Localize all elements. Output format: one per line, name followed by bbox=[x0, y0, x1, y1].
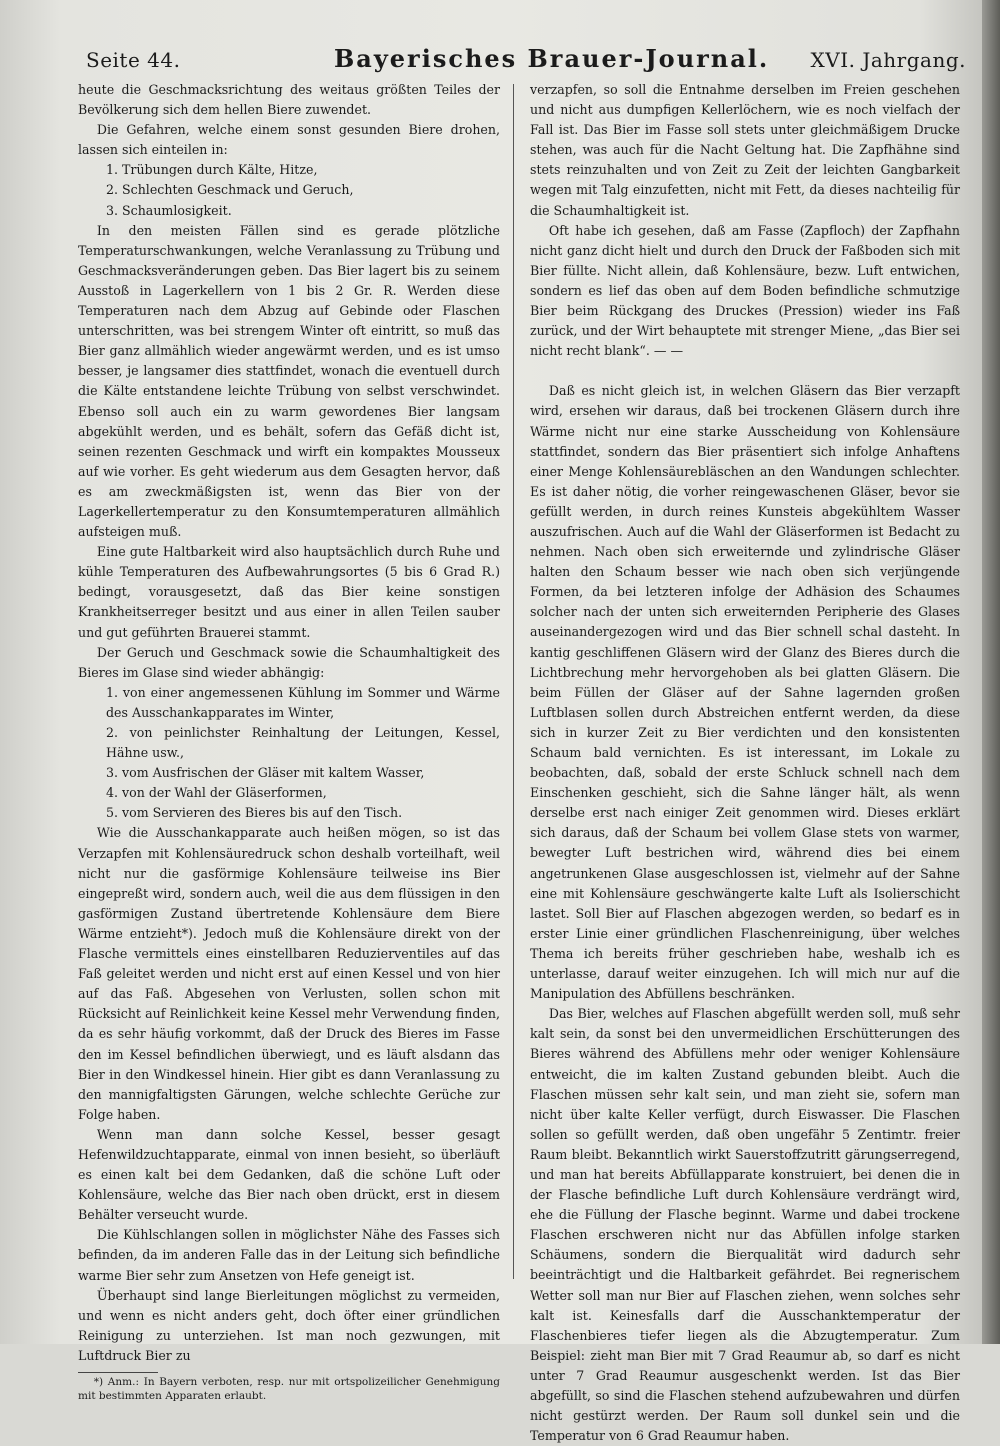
list-item: 3. vom Ausfrischen der Gläser mit kaltem Wasser, bbox=[106, 765, 425, 781]
paragraph: Das Bier, welches auf Flaschen abgefüllt werden soll, muß sehr kalt sein, da sonst bei den unvermeidlichen Erschütterungen des Bieres während des Abfüllens mehr oder weniger Kohlensäure entweicht, die im kalten Zustand gebunden bleibt. Auch die Flaschen müssen sehr kalt sein, und man zieht sie, sofern man nicht über kalte Keller verfügt, durch Eiswasser. Die Flaschen sollen so gefüllt werden, daß oben ungefähr 5 Zentimtr. freier Raum bleibt. Bekanntlich wirkt Sauerstoffzutritt gärungserregend, und man hat bereits Abfüllapparate konstruiert, bei denen die in der Flasche befindliche Luft durch Kohlensäure verdrängt wird, ehe die Füllung der Flasche beginnt. Warme und dabei trockene Flaschen erschweren nicht nur das Abfüllen infolge starken Schäumens, sondern die Bierqualität wird dadurch sehr beeinträchtigt und die Haltbarkeit gefährdet. Bei regnerischem Wetter soll man nur Bier auf Flaschen ziehen, wenn solches sehr kalt ist. Keinesfalls darf die Ausschanktemperatur der Flaschenbieres tiefer liegen als die Abzugtemperatur. Zum Beispiel: zieht man Bier mit 7 Grad Reaumur ab, so darf es nicht unter 7 Grad Reaumur ausgeschenkt werden. Ist das Bier abgefüllt, so sind die Flaschen stehend aufzubewahren und dürfen nicht gestürzt werden. Der Raum soll dunkel sein und die Temperatur von 6 Grad Reaumur haben. bbox=[530, 1006, 960, 1444]
journal-title: Bayerisches Brauer-Journal. bbox=[334, 44, 770, 73]
list-item: 2. von peinlichster Reinhaltung der Leitungen, Kessel, Hähne usw., bbox=[106, 725, 500, 761]
paragraph: Die Kühlschlangen sollen in möglichster Nähe des Fasses sich befinden, da im anderen Falle das in der Leitung sich befindliche warme Bier sehr zum Ansetzen von Hefe geneigt ist. bbox=[78, 1227, 500, 1283]
volume-label: XVI. Jahrgang. bbox=[810, 48, 966, 72]
page-number: Seite 44. bbox=[86, 48, 181, 72]
list-item: 3. Schaumlosigkeit. bbox=[106, 202, 232, 218]
paragraph: Der Geruch und Geschmack sowie die Schaumhaltigkeit des Bieres im Glase sind wieder abhängig: bbox=[78, 644, 500, 680]
footnote: *) Anm.: In Bayern verboten, resp. nur mit ortspolizeilicher Genehmigung mit bestimmten Apparaten erlaubt. bbox=[78, 1376, 500, 1402]
list-dangers bbox=[78, 160, 500, 220]
page-header bbox=[86, 40, 966, 80]
list-item: 1. von einer angemessenen Kühlung im Sommer und Wärme des Ausschankapparates im Winter, bbox=[106, 684, 500, 720]
column-divider bbox=[513, 84, 514, 1279]
paragraph: Die Gefahren, welche einem sonst gesunden Biere drohen, lassen sich einteilen in: bbox=[78, 122, 500, 158]
paragraph: Oft habe ich gesehen, daß am Fasse (Zapfloch) der Zapfhahn nicht ganz dicht hielt und durch den Druck der Faßboden sich mit Bier füllte. Nicht allein, daß Kohlensäure, bezw. Luft entwichen, sondern es lief das oben auf dem Boden befindliche schmutzige Bier beim Rückgang des Druckes (Pression) wieder ins Faß zurück, und der Wirt behauptete mit strenger Miene, „das Bier sei nicht recht blank“. — — bbox=[530, 222, 960, 359]
paragraph: In den meisten Fällen sind es gerade plötzliche Temperaturschwankungen, welche Veranlassung zu Trübung und Geschmacksveränderungen geben. Das Bier lagert bis zu seinem Ausstoß in Lagerkellern von 1 bis 2 Gr. R. Werden diese Temperaturen nach dem Abzug auf Gebinde oder Flaschen unterschritten, was bei strengem Winter oft eintritt, so muß das Bier ganz allmählich wieder angewärmt werden, und es ist umso besser, je langsamer dies stattfindet, wonach die eventuell durch die Kälte entstandene leichte Trübung von selbst verschwindet. Ebenso soll auch ein zu warm gewordenes Bier langsam abgekühlt werden, und es behält, sofern das Gefäß dicht ist, seinen rezenten Geschmack und wirft ein kompaktes Mousseux auf wie vorher. Es geht wiederum aus dem Gesagten hervor, daß es am zweckmäßigsten ist, wenn das Bier von der Lagerkellertemperatur zu den Konsumtemperaturen allmählich aufsteigen muß. bbox=[78, 222, 500, 540]
paragraph: Daß es nicht gleich ist, in welchen Gläsern das Bier verzapft wird, ersehen wir daraus, daß bei trockenen Gläsern durch ihre Wärme nicht nur eine starke Ausscheidung von Kohlensäure stattfindet, sondern das Bier präsentiert sich infolge Anhaftens einer Menge Kohlensäurebläschen an den Wandungen schlechter. Es ist daher nötig, die vorher reingewaschenen Gläser, bevor sie gefüllt werden, in durch reines Kunsteis abgekühltem Wasser auszufrischen. Auch auf die Wahl der Gläserformen ist Bedacht zu nehmen. Nach oben sich erweiternde und zylindrische Gläser halten den Schaum besser wie nach oben sich verjüngende Formen, da bei letzteren infolge der Adhäsion des Schaumes solcher nach der unten sich erweiternden Peripherie des Glases auseinandergezogen wird und das Bier schnell schal dasteht. In kantig geschliffenen Gläsern wird der Glanz des Bieres durch die Lichtbrechung mehr hervorgehoben als bei glatten Gläsern. Die beim Füllen der Gläser auf der Sahne lagernden großen Luftblasen sollen durch Abstreichen entfernt werden, da diese sich in kurzer Zeit zu Bier verdichten und den konsistenten Schaum bald vernichten. Es ist interessant, im Lokale zu beobachten, daß, sobald der erste Schluck schnell nach dem Einschenken geschieht, sich die Sahne länger hält, als wenn derselbe erst nach einiger Zeit genommen wird. Dieses erklärt sich daraus, daß der Schaum bei vollem Glase stets von warmer, bewegter Luft bestrichen wird, während dies bei einem angetrunkenen Glase ausgeschlossen ist, vielmehr auf der Sahne eine mit Kohlensäure geschwängerte kalte Luft als Isolierschicht lastet. Soll Bier auf Flaschen abgezogen werden, so bedarf es in erster Linie einer gründlichen Flaschenreinigung, über welches Thema ich bereits früher geschrieben habe, weshalb ich es unterlasse, darauf weiter einzugehen. Ich will mich nur auf die Manipulation des Abfüllens beschränken. bbox=[530, 383, 960, 1002]
paragraph: Eine gute Haltbarkeit wird also hauptsächlich durch Ruhe und kühle Temperaturen des Aufbewahrungsortes (5 bis 6 Grad R.) bedingt, vorausgesetzt, daß das Bier keine sonstigen Krankheitserreger besitzt und aus einer in allen Teilen sauber und gut geführten Brauerei stammt. bbox=[78, 544, 500, 640]
paragraph: verzapfen, so soll die Entnahme derselben im Freien geschehen und nicht aus dumpfigen Kellerlöchern, wie es noch vielfach der Fall ist. Das Bier im Fasse soll stets unter gleichmäßigem Drucke stehen, was auch für die Nacht Geltung hat. Die Zapfhähne sind stets reinzuhalten und von Zeit zu Zeit der leichten Gangbarkeit wegen mit Talg einzufetten, nicht mit Fett, da dieses nachteilig für die Schaumhaltigkeit ist. bbox=[530, 82, 960, 218]
list-item: 5. vom Servieren des Bieres bis auf den Tisch. bbox=[106, 805, 403, 821]
paragraph: Überhaupt sind lange Bierleitungen möglichst zu vermeiden, und wenn es nicht anders geht, doch öfter einer gründlichen Reinigung zu unterziehen. Ist man noch gezwungen, mit Luftdruck Bier zu bbox=[78, 1287, 500, 1363]
page-edge-shadow bbox=[982, 0, 1000, 1344]
list-item: 1. Trübungen durch Kälte, Hitze, bbox=[106, 162, 318, 178]
paragraph: Wenn man dann solche Kessel, besser gesagt Hefenwildzuchtapparate, einmal von innen besieht, so überläuft es einen kalt bei dem Gedanken, daß die schöne Luft oder Kohlensäure, welche das Bier nach oben drückt, erst in diesem Behälter verseucht wurde. bbox=[78, 1126, 500, 1223]
list-item: 4. von der Wahl der Gläserformen, bbox=[106, 785, 327, 801]
footnote-rule bbox=[78, 1372, 158, 1373]
paragraph: Wie die Ausschankapparate auch heißen mögen, so ist das Verzapfen mit Kohlensäuredruck schon deshalb vorteilhaft, weil nicht nur die gasförmige Kohlensäure teilweise ins Bier eingepreßt wird, sondern auch, weil die aus dem flüssigen in den gasförmigen Zustand übertretende Kohlensäure dem Biere Wärme entzieht*). Jedoch muß die Kohlensäure direkt von der Flasche vermittels eines einstellbaren Reduzierventiles auf das Faß geleitet werden und nicht erst auf einen Kessel und von hier auf das Faß. Abgesehen von Verlusten, sollen schon mit Rücksicht auf Reinlichkeit keine Kessel mehr Verwendung finden, da es sehr häufig vorkommt, daß der Druck des Bieres im Fasse den im Kessel befindlichen überwiegt, und es läuft alsdann das Bier in den Windkessel hinein. Hier gibt es dann Veranlassung zu den mannigfaltigsten Gärungen, welche schlechte Gerüche zur Folge haben. bbox=[78, 825, 500, 1122]
paragraph: heute die Geschmacksrichtung des weitaus größten Teiles der Bevölkerung sich dem hellen Biere zuwendet. bbox=[78, 82, 500, 118]
list-dependencies bbox=[78, 683, 500, 824]
list-item: 2. Schlechten Geschmack und Geruch, bbox=[106, 182, 354, 198]
left-column bbox=[78, 80, 500, 1403]
right-column bbox=[530, 80, 960, 1446]
